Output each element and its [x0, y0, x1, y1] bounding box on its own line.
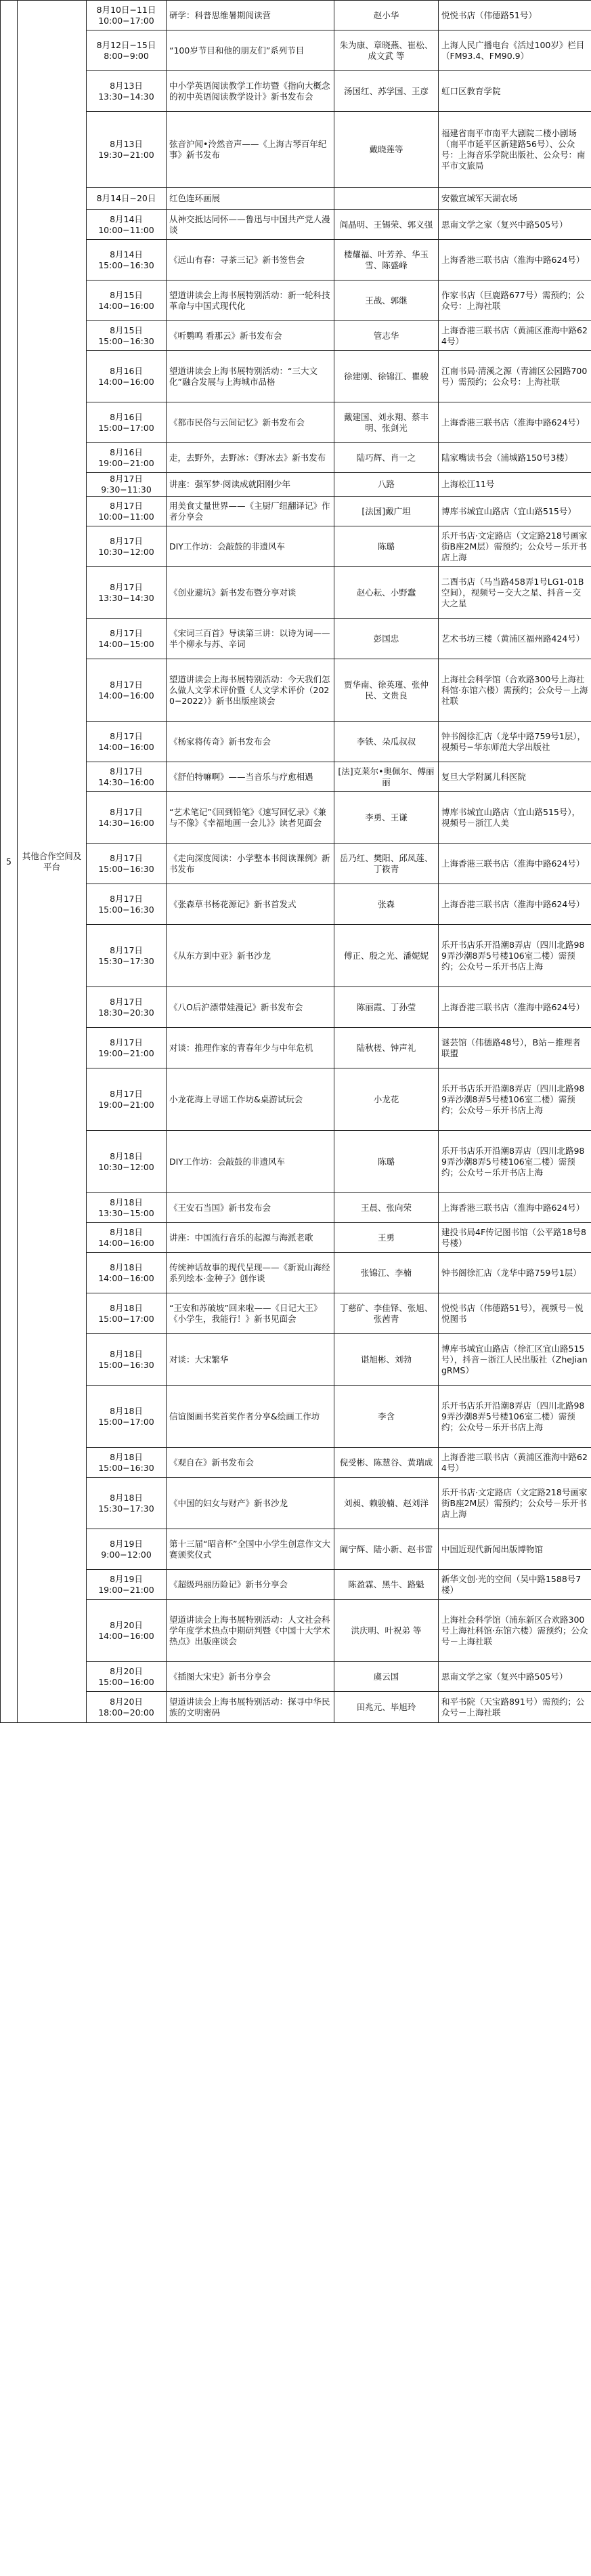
time-cell: 8月17日 15:30−17:30 [87, 925, 167, 987]
event-cell: 《王安石当国》新书发布会 [167, 1193, 334, 1223]
time-cell: 8月16日 14:00−16:00 [87, 351, 167, 402]
table-row [1, 526, 591, 567]
guests-cell: 管志华 [334, 321, 439, 351]
table-row [1, 722, 591, 762]
time-cell: 8月17日 9:30−11:30 [87, 473, 167, 497]
time-cell: 8月19日 9:00−12:00 [87, 1529, 167, 1570]
event-cell: 《张森草书杨花源记》新书首发式 [167, 884, 334, 925]
event-cell: 对谈：大宋繁华 [167, 1334, 334, 1386]
section-index: 5 [1, 1, 18, 1723]
table-row [1, 443, 591, 473]
table-row [1, 1223, 591, 1253]
guests-cell: 陈盈霖、黑牛、路魁 [334, 1570, 439, 1600]
event-cell: 《创业避坑》新书发布暨分享对谈 [167, 567, 334, 619]
venue-cell: 博库书城宜山路店（徐汇区宜山路515号），抖音－浙江人民出版社（ZheJiangRMS） [439, 1334, 591, 1386]
event-cell: DIY工作坊：会敲鼓的非遗风车 [167, 1131, 334, 1193]
event-cell: 望道讲读会上海书展特别活动：新一轮科技革命与中国式现代化 [167, 281, 334, 321]
venue-cell: 上海社会科学馆（合欢路300号上海社科馆·东馆六楼）需预约；公众号－上海社联 [439, 659, 591, 722]
venue-cell: 上海松江11号 [439, 473, 591, 497]
event-cell: 用美食丈量世界——《主厨厂纽翻译记》作者分享会 [167, 497, 334, 526]
guests-cell: 八路 [334, 473, 439, 497]
table-row [1, 987, 591, 1028]
section-category: 其他合作空间及平台 [18, 1, 87, 1723]
table-row [1, 567, 591, 619]
guests-cell: 赵小华 [334, 1, 439, 30]
time-cell: 8月14日−20日 [87, 188, 167, 210]
table-row [1, 762, 591, 792]
event-cell: 走，去野外，去野冰：《野冰去》新书发布 [167, 443, 334, 473]
table-row [1, 659, 591, 722]
event-cell: 弦音沪闻•泠然音声——《上海古琴百年纪事》新书发布 [167, 112, 334, 188]
venue-cell: 新华文创·光的空间（吴中路1588号7楼） [439, 1570, 591, 1600]
venue-cell: 悦悦书店（伟德路51号） [439, 1, 591, 30]
venue-cell: 乐开书店乐开沿潮8弄店（四川北路989弄沙潮8弄5号楼106室二楼）需预约；公众号－乐开书店上海 [439, 1131, 591, 1193]
table-row [1, 281, 591, 321]
guests-cell: 陈璐 [334, 526, 439, 567]
guests-cell: 阚宁辉、陆小新、赵书雷 [334, 1529, 439, 1570]
venue-cell: 上海香港三联书店（黄浦区淮海中路624号） [439, 321, 591, 351]
time-cell: 8月17日 19:00−21:00 [87, 1028, 167, 1068]
venue-cell: 上海香港三联书店（淮海中路624号） [439, 1193, 591, 1223]
guests-cell: 虞云国 [334, 1662, 439, 1692]
time-cell: 8月13日 13:30−14:30 [87, 71, 167, 112]
event-cell: 《中国的妇女与财产》新书沙龙 [167, 1478, 334, 1529]
time-cell: 8月20日 18:00−20:00 [87, 1692, 167, 1723]
guests-cell: 汤国红、苏学国、王彦 [334, 71, 439, 112]
venue-cell: 博库书城宜山路店（宜山路515号），视频号－浙江人美 [439, 792, 591, 844]
time-cell: 8月18日 15:00−17:00 [87, 1293, 167, 1334]
guests-cell: 朱为康、章晓燕、崔松、成文武 等 [334, 30, 439, 71]
venue-cell: 复旦大学附属儿科医院 [439, 762, 591, 792]
table-row [1, 1131, 591, 1193]
venue-cell: 二酉书店（马当路458弄1号LG1-01B空间），视频号－交大之星、抖音－交大之星 [439, 567, 591, 619]
table-row [1, 1448, 591, 1478]
guests-cell: 阎晶明、王锡荣、郭义强 [334, 210, 439, 240]
guests-cell: 岳乃红、樊阳、邱凤莲、丁筱青 [334, 844, 439, 884]
guests-cell: 彭国忠 [334, 619, 439, 659]
guests-cell: 王勇 [334, 1223, 439, 1253]
time-cell: 8月18日 15:00−16:30 [87, 1448, 167, 1478]
table-row [1, 925, 591, 987]
time-cell: 8月16日 19:00−21:00 [87, 443, 167, 473]
table-row [1, 1692, 591, 1723]
event-cell: 讲座：中国流行音乐的起源与海派老歌 [167, 1223, 334, 1253]
table-row [1, 1028, 591, 1068]
event-cell: 《超级玛丽历险记》新书分享会 [167, 1570, 334, 1600]
event-cell: 《观自在》新书发布会 [167, 1448, 334, 1478]
guests-cell: 王晨、张向荣 [334, 1193, 439, 1223]
event-cell: 《走向深度阅读：小学整本书阅读课例》新书发布 [167, 844, 334, 884]
guests-cell: 傅正、殷之光、潘妮妮 [334, 925, 439, 987]
venue-cell: 江南书局·清溪之源（青浦区公园路700号）需预约；公众号：上海社联 [439, 351, 591, 402]
table-row [1, 210, 591, 240]
venue-cell: 上海香港三联书店（淮海中路624号） [439, 987, 591, 1028]
venue-cell: 艺术书坊三楼（黄浦区福州路424号） [439, 619, 591, 659]
time-cell: 8月17日 14:00−16:00 [87, 722, 167, 762]
venue-cell: 陆家嘴读书会（浦城路150号3楼） [439, 443, 591, 473]
event-cell: “100岁节目和他的朋友们”系列节目 [167, 30, 334, 71]
table-row [1, 1334, 591, 1386]
guests-cell: 田兆元、毕旭玲 [334, 1692, 439, 1723]
table-body [1, 1, 591, 1723]
venue-cell: 作家书店（巨鹿路677号）需预约；公众号：上海社联 [439, 281, 591, 321]
table-row [1, 71, 591, 112]
guests-cell: 李勇、王谦 [334, 792, 439, 844]
table-row [1, 188, 591, 210]
time-cell: 8月17日 14:00−16:00 [87, 659, 167, 722]
guests-cell: [法]克莱尔•奥佩尔、傅丽丽 [334, 762, 439, 792]
guests-cell: 贾华南、徐英瑾、张仲民、文贵良 [334, 659, 439, 722]
table-row [1, 473, 591, 497]
venue-cell: 上海香港三联书店（淮海中路624号） [439, 844, 591, 884]
event-cell: 红色连环画展 [167, 188, 334, 210]
event-cell: 《八O后沪漂带娃漫记》新书发布会 [167, 987, 334, 1028]
table-row [1, 497, 591, 526]
event-cell: 《都市民俗与云间记忆》新书发布会 [167, 402, 334, 443]
table-row [1, 884, 591, 925]
venue-cell: 思南文学之家（复兴中路505号） [439, 1662, 591, 1692]
event-cell: 望道讲读会上海书展特别活动：“三大文化”融合发展与上海城市品格 [167, 351, 334, 402]
venue-cell: 上海香港三联书店（淮海中路624号） [439, 402, 591, 443]
time-cell: 8月15日 15:00−16:30 [87, 321, 167, 351]
time-cell: 8月18日 13:30−15:00 [87, 1193, 167, 1223]
event-cell: 《插图大宋史》新书分享会 [167, 1662, 334, 1692]
venue-cell: 上海社会科学馆（浦东新区合欢路300号上海社科馆·东馆六楼）需预约；公众号－上海社联 [439, 1600, 591, 1662]
venue-cell: 虹口区教育学院 [439, 71, 591, 112]
time-cell: 8月17日 14:30−16:00 [87, 762, 167, 792]
guests-cell: 陆巧辉、肖一之 [334, 443, 439, 473]
event-cell: 《听鹦鸣 看那云》新书发布会 [167, 321, 334, 351]
guests-cell: 李含 [334, 1386, 439, 1448]
table-row [1, 402, 591, 443]
venue-cell: 悦悦书店（伟德路51号），视频号－悦悦图书 [439, 1293, 591, 1334]
table-row [1, 1478, 591, 1529]
table-row [1, 1068, 591, 1131]
event-cell: 传统神话故事的现代呈现——《新说山海经系列绘本·金种子》创作谈 [167, 1253, 334, 1293]
time-cell: 8月12日−15日 8:00−9:00 [87, 30, 167, 71]
table-row [1, 1570, 591, 1600]
venue-cell: 乐开书店·文定路店（文定路218号画家街B座2M层）需预约；公众号－乐开书店上海 [439, 1478, 591, 1529]
guests-cell: 陆秋槎、钟声礼 [334, 1028, 439, 1068]
event-cell: 《远山有春：寻茶三记》新书签售会 [167, 240, 334, 281]
venue-cell: 谜芸馆（伟德路48号），B站－推理者联盟 [439, 1028, 591, 1068]
time-cell: 8月14日 15:00−16:30 [87, 240, 167, 281]
guests-cell: 陈丽霞、丁孙莹 [334, 987, 439, 1028]
venue-cell: 福建省南平市南平大剧院二楼小剧场（南平市延平区新建路56号）、公众号：上海音乐学院出版社、公众号：南平市文旅局 [439, 112, 591, 188]
time-cell: 8月18日 10:30−12:00 [87, 1131, 167, 1193]
event-cell: 望道讲读会上海书展特别活动：今天我们怎么做人文学术评价暨《人文学术评价（2020−2022）》新书出版座谈会 [167, 659, 334, 722]
time-cell: 8月17日 10:30−12:00 [87, 526, 167, 567]
time-cell: 8月13日 19:30−21:00 [87, 112, 167, 188]
event-cell: “艺术笔记”《回到铅笔》《速写回忆录》《兼与不像》《幸福地画一会儿》》读者见面会 [167, 792, 334, 844]
event-cell: 对谈：推理作家的青春年少与中年危机 [167, 1028, 334, 1068]
time-cell: 8月17日 14:00−15:00 [87, 619, 167, 659]
time-cell: 8月17日 15:00−16:30 [87, 884, 167, 925]
event-cell: 《舒伯特嘛啊》——当音乐与疗愈相遇 [167, 762, 334, 792]
event-cell: 信谊图画书奖首奖作者分享&绘画工作坊 [167, 1386, 334, 1448]
time-cell: 8月14日 10:00−11:00 [87, 210, 167, 240]
time-cell: 8月19日 19:00−21:00 [87, 1570, 167, 1600]
venue-cell: 思南文学之家（复兴中路505号） [439, 210, 591, 240]
venue-cell: 上海香港三联书店（淮海中路624号） [439, 240, 591, 281]
event-cell: 中小学英语阅读教学工作坊暨《指向大概念的初中英语阅读教学设计》新书发布会 [167, 71, 334, 112]
guests-cell: 赵心耘、小野蠢 [334, 567, 439, 619]
time-cell: 8月17日 13:30−14:30 [87, 567, 167, 619]
event-cell: 讲座：强军梦·阅读成就阳刚少年 [167, 473, 334, 497]
event-cell: 《杨家将传奇》新书发布会 [167, 722, 334, 762]
guests-cell: 倪受彬、陈慧谷、黄瑞成 [334, 1448, 439, 1478]
event-cell: 望道讲读会上海书展特别活动：人文社会科学年度学术热点中期研判暨《中国十大学术热点》出版座谈会 [167, 1600, 334, 1662]
table-row [1, 112, 591, 188]
venue-cell: 建投书局4F传记图书馆（公平路18号8号楼） [439, 1223, 591, 1253]
table-row [1, 619, 591, 659]
guests-cell: [法国]戴广坦 [334, 497, 439, 526]
time-cell: 8月17日 10:00−11:00 [87, 497, 167, 526]
time-cell: 8月20日 15:00−16:00 [87, 1662, 167, 1692]
venue-cell: 乐开书店乐开沿潮8弄店（四川北路989弄沙潮8弄5号楼106室二楼）需预约；公众号－乐开书店上海 [439, 1386, 591, 1448]
event-cell: 研学：科普思维暑期阅读营 [167, 1, 334, 30]
table-row [1, 240, 591, 281]
guests-cell: 丁慈矿、李佳铎、张旭、张茜青 [334, 1293, 439, 1334]
time-cell: 8月18日 14:00−16:00 [87, 1253, 167, 1293]
time-cell: 8月18日 15:00−16:30 [87, 1334, 167, 1386]
table-row [1, 30, 591, 71]
event-cell: 从神交抵达同怀——鲁迅与中国共产党人漫谈 [167, 210, 334, 240]
time-cell: 8月17日 18:30−20:30 [87, 987, 167, 1028]
table-row [1, 1193, 591, 1223]
guests-cell: 戴建国、刘永翔、蔡丰明、张剑光 [334, 402, 439, 443]
guests-cell: 楼耀福、叶芳养、华玉雪、陈盛峰 [334, 240, 439, 281]
time-cell: 8月17日 15:00−16:30 [87, 844, 167, 884]
guests-cell: 谌旭彬、刘勃 [334, 1334, 439, 1386]
time-cell: 8月18日 14:00−16:00 [87, 1223, 167, 1253]
time-cell: 8月15日 14:00−16:00 [87, 281, 167, 321]
table-row [1, 792, 591, 844]
table-row [1, 1253, 591, 1293]
guests-cell [334, 188, 439, 210]
venue-cell: 乐开书店·文定路店（文定路218号画家街B座2M层）需预约；公众号－乐开书店上海 [439, 526, 591, 567]
guests-cell: 陈璐 [334, 1131, 439, 1193]
guests-cell: 张森 [334, 884, 439, 925]
event-cell: 《宋词三百首》导读第三讲：以诗为词——半个柳永与苏、辛词 [167, 619, 334, 659]
table-row [1, 1, 591, 30]
venue-cell: 上海香港三联书店（淮海中路624号） [439, 884, 591, 925]
venue-cell: 和平书院（天宝路891号）需预约；公众号－上海社联 [439, 1692, 591, 1723]
venue-cell: 乐开书店乐开沿潮8弄店（四川北路989弄沙潮8弄5号楼106室二楼）需预约；公众号－乐开书店上海 [439, 1068, 591, 1131]
event-cell: 望道讲读会上海书展特别活动：探寻中华民族的文明密码 [167, 1692, 334, 1723]
venue-cell: 中国近现代新闻出版博物馆 [439, 1529, 591, 1570]
event-cell: 第十三届“昭音杯”全国中小学生创意作文大赛颁奖仪式 [167, 1529, 334, 1570]
guests-cell: 小龙花 [334, 1068, 439, 1131]
table-row [1, 1386, 591, 1448]
table-row [1, 1662, 591, 1692]
guests-cell: 刘昶、赖骏楠、赵刘洋 [334, 1478, 439, 1529]
time-cell: 8月17日 19:00−21:00 [87, 1068, 167, 1131]
guests-cell: 徐建刚、徐锦江、瞿骏 [334, 351, 439, 402]
guests-cell: 王战、郭继 [334, 281, 439, 321]
guests-cell: 李铁、朵瓜叔叔 [334, 722, 439, 762]
table-row [1, 351, 591, 402]
event-cell: 小龙花海上寻谣工作坊&桌游试玩会 [167, 1068, 334, 1131]
time-cell: 8月17日 14:30−16:00 [87, 792, 167, 844]
guests-cell: 洪庆明、叶祝弟 等 [334, 1600, 439, 1662]
event-cell: DIY工作坊：会敲鼓的非遗风车 [167, 526, 334, 567]
time-cell: 8月18日 15:00−17:00 [87, 1386, 167, 1448]
venue-cell: 钟书阁徐汇店（龙华中路759号1层） [439, 1253, 591, 1293]
table-row [1, 321, 591, 351]
guests-cell: 张锦江、李楠 [334, 1253, 439, 1293]
time-cell: 8月20日 14:00−16:00 [87, 1600, 167, 1662]
guests-cell: 戴晓莲等 [334, 112, 439, 188]
time-cell: 8月18日 15:30−17:30 [87, 1478, 167, 1529]
venue-cell: 上海人民广播电台《活过100岁》栏目（FM93.4、FM90.9） [439, 30, 591, 71]
table-row [1, 844, 591, 884]
venue-cell: 乐开书店乐开沿潮8弄店（四川北路989弄沙潮8弄5号楼106室二楼）需预约；公众号－乐开书店上海 [439, 925, 591, 987]
event-cell: “王安和苏破坡”回来啦——《日记大王》《小学生，我能行！》新书见面会 [167, 1293, 334, 1334]
venue-cell: 钟书阁徐汇店（龙华中路759号1层），视频号−华东师范大学出版社 [439, 722, 591, 762]
table-row [1, 1293, 591, 1334]
venue-cell: 安徽宣城军天湖农场 [439, 188, 591, 210]
table-row [1, 1600, 591, 1662]
venue-cell: 博库书城宜山路店（宜山路515号） [439, 497, 591, 526]
venue-cell: 上海香港三联书店（黄浦区淮海中路624号） [439, 1448, 591, 1478]
time-cell: 8月16日 15:00−17:00 [87, 402, 167, 443]
event-cell: 《从东方到中亚》新书沙龙 [167, 925, 334, 987]
time-cell: 8月10日−11日 10:00−17:00 [87, 1, 167, 30]
table-row [1, 1529, 591, 1570]
